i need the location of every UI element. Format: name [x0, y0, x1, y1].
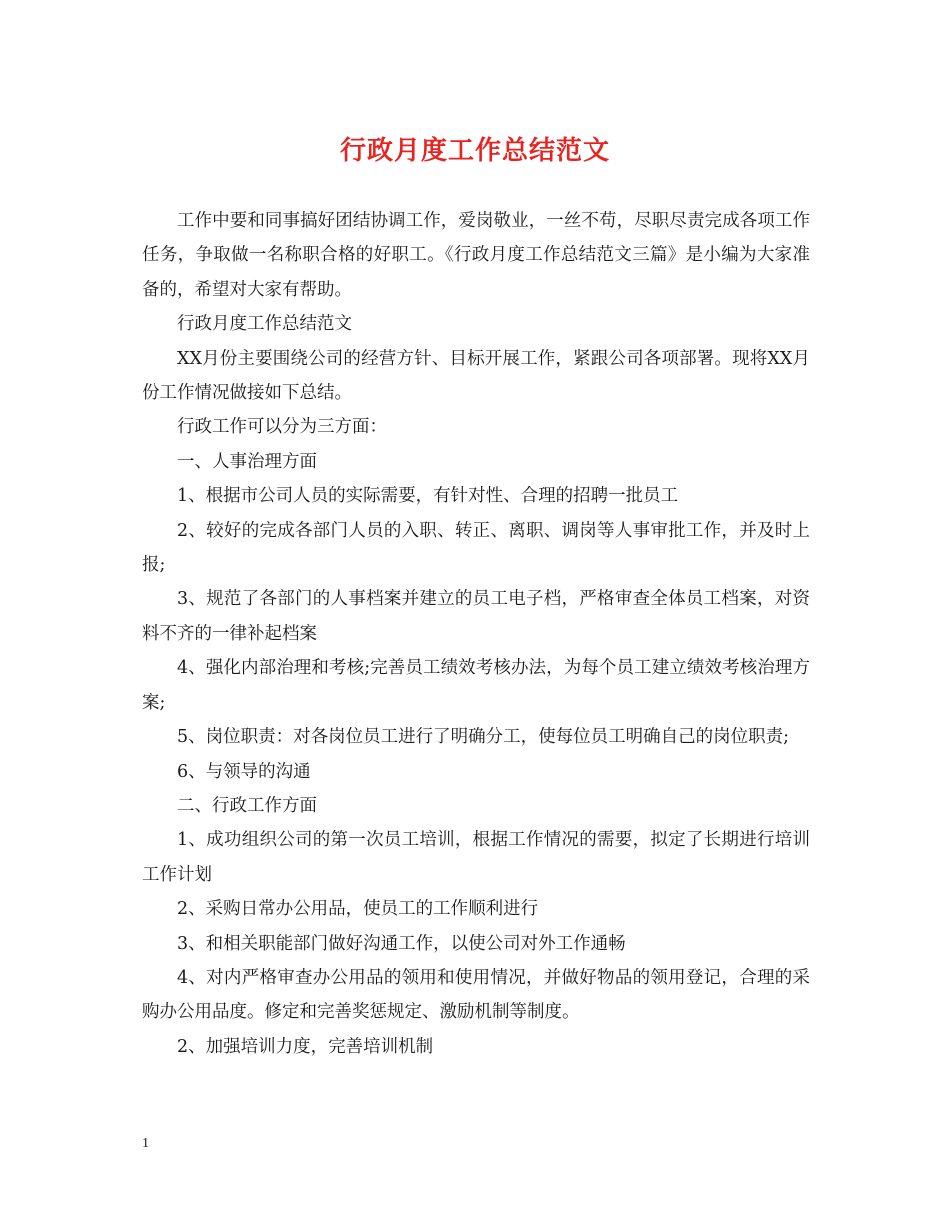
list-item: 1、成功组织公司的第一次员工培训，根据工作情况的需要，拟定了长期进行培训工作计划: [142, 830, 810, 885]
paragraph-overview: XX月份主要围绕公司的经营方针、目标开展工作，紧跟公司各项部署。现将XX月份工作情况做接如下总结。: [142, 348, 810, 404]
list-item: 6、与领导的沟通: [177, 761, 311, 782]
paragraph-subtitle: 行政月度工作总结范文: [177, 314, 352, 335]
list-item: 3、规范了各部门的人事档案并建立的员工电子档，严格审查全体员工档案，对资料不齐的一律补起档案: [142, 589, 810, 644]
list-item: 1、根据市公司人员的实际需要，有针对性、合理的招聘一批员工: [177, 486, 679, 507]
list-item: 5、岗位职责：对各岗位员工进行了明确分工，使每位员工明确自己的岗位职责;: [177, 727, 790, 748]
section-heading-administration: 二、行政工作方面: [177, 795, 317, 816]
page-number: 1: [142, 1136, 149, 1151]
list-item: 4、强化内部治理和考核;完善员工绩效考核办法，为每个员工建立绩效考核治理方案;: [142, 658, 810, 713]
list-item: 4、对内严格审查办公用品的领用和使用情况，并做好物品的领用登记，合理的采购办公用品度。修定和完善奖惩规定、激励机制等制度。: [142, 967, 810, 1023]
document-title: 行政月度工作总结范文: [339, 136, 610, 166]
section-heading-personnel: 一、人事治理方面: [177, 451, 317, 472]
list-item: 3、和相关职能部门做好沟通工作，以使公司对外工作通畅: [177, 933, 626, 954]
paragraph-intro: 工作中要和同事搞好团结协调工作，爱岗敬业，一丝不苟，尽职尽责完成各项工作任务，争取做一名称职合格的好职工。《行政月度工作总结范文三篇》是小编为大家准备的，希望对大家有帮助。: [142, 211, 810, 300]
list-item: 2、采购日常办公用品，使员工的工作顺利进行: [177, 899, 539, 920]
list-item: 2、加强培训力度，完善培训机制: [177, 1036, 434, 1057]
document-body: [142, 204, 810, 1064]
list-item: 2、较好的完成各部门人员的入职、转正、离职、调岗等人事审批工作，并及时上报;: [142, 520, 810, 576]
paragraph-three-aspects: 行政工作可以分为三方面：: [177, 417, 387, 438]
